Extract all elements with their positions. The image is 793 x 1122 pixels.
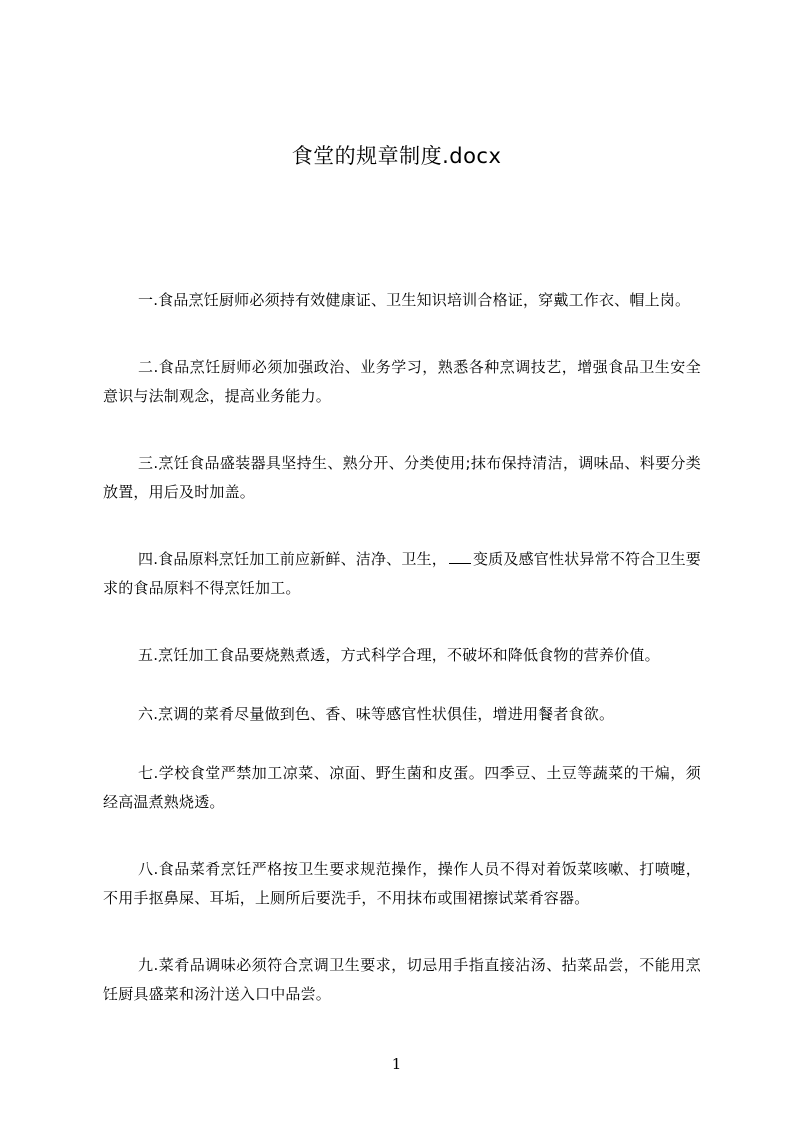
paragraph-2: 二.食品烹饪厨师必须加强政治、业务学习，熟悉各种烹调技艺，增强食品卫生安全意识与法制观念，提高业务能力。 (103, 358, 701, 405)
paragraph-4 (103, 545, 701, 603)
paragraph-3: 三.烹饪食品盛装器具坚持生、熟分开、分类使用;抹布保持清洁，调味品、料要分类放置，用后及时加盖。 (103, 454, 701, 501)
document-body (103, 286, 701, 1047)
document-title: 食堂的规章制度.docx (291, 144, 502, 168)
paragraph-4-part-2: 变质及感官性状异常不符合卫生要求的食品原料不得烹饪加工。 (103, 550, 701, 597)
page-number: 1 (391, 1055, 402, 1073)
paragraph-6: 六.烹调的菜肴尽量做到色、香、味等感官性状俱佳，增进用餐者食欲。 (138, 705, 615, 723)
paragraph-7: 七.学校食堂严禁加工凉菜、凉面、野生菌和皮蛋。四季豆、土豆等蔬菜的干煸，须经高温煮熟烧透。 (103, 764, 701, 811)
paragraph-1: 一.食品烹饪厨师必须持有效健康证、卫生知识培训合格证，穿戴工作衣、帽上岗。 (138, 291, 691, 309)
paragraph-8: 八.食品菜肴烹饪严格按卫生要求规范操作，操作人员不得对着饭菜咳嗽、打喷嚏，不用手抠鼻屎、耳垢，上厕所后要洗手，不用抹布或围裙擦试菜肴容器。 (103, 860, 701, 907)
fill-in-blank (449, 553, 471, 564)
paragraph-9: 九.菜肴品调味必须符合烹调卫生要求，切忌用手指直接沾汤、拈菜品尝，不能用烹饪厨具盛菜和汤汁送入口中品尝。 (103, 956, 701, 1003)
paragraph-4-part-1: 四.食品原料烹饪加工前应新鲜、洁净、卫生， (138, 550, 447, 568)
paragraph-5: 五.烹饪加工食品要烧熟煮透，方式科学合理，不破坏和降低食物的营养价值。 (138, 646, 660, 664)
